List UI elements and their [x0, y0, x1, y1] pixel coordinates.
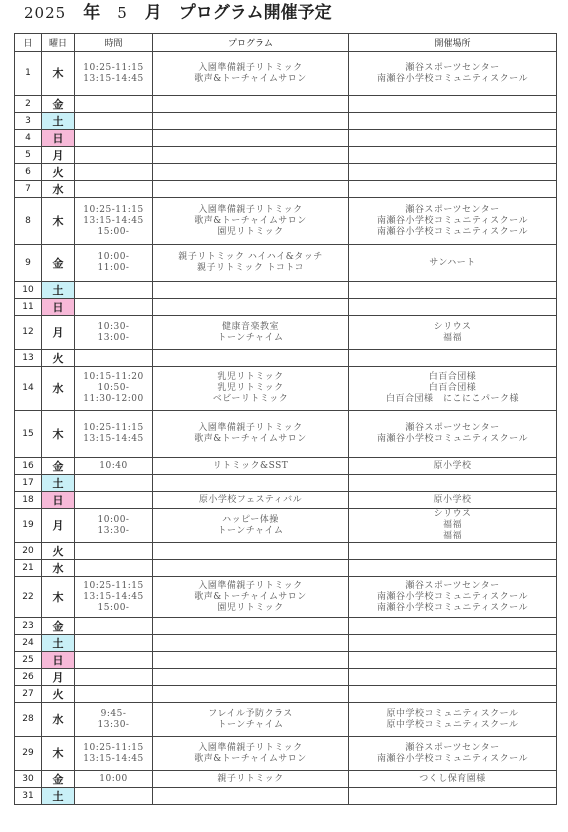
place-cell — [349, 147, 557, 164]
day-cell: 3 — [15, 113, 42, 130]
place-cell — [349, 316, 557, 350]
program-cell — [153, 52, 349, 96]
program-cell — [153, 198, 349, 245]
day-cell: 6 — [15, 164, 42, 181]
place-line: 瀬谷スポーツセンター — [405, 423, 500, 433]
time-cell — [75, 703, 153, 737]
time-line: 13:30- — [97, 719, 130, 730]
weekday-cell: 木 — [42, 737, 75, 771]
weekday-cell: 土 — [42, 788, 75, 805]
program-cell — [153, 130, 349, 147]
program-cell — [153, 635, 349, 652]
day-cell: 30 — [15, 771, 42, 788]
table-row — [15, 181, 557, 198]
program-cell — [153, 411, 349, 458]
weekday-cell: 木 — [42, 52, 75, 96]
time-line: 10:25-11:15 — [83, 62, 144, 73]
time-line: 13:30- — [97, 525, 130, 536]
weekday-cell: 土 — [42, 475, 75, 492]
title-rest: 月 プログラム開催予定 — [144, 3, 332, 23]
program-line: 園児リトミック — [217, 226, 284, 237]
weekday-cell: 金 — [42, 771, 75, 788]
day-cell: 9 — [15, 245, 42, 282]
place-line: シリウス — [433, 321, 472, 332]
time-cell — [75, 475, 153, 492]
time-line: 10:50- — [97, 383, 130, 393]
day-cell: 4 — [15, 130, 42, 147]
place-cell — [349, 737, 557, 771]
time-cell — [75, 299, 153, 316]
program-line: 親子リトミック — [217, 773, 284, 784]
program-line: 乳児リトミック — [217, 372, 284, 382]
time-cell — [75, 181, 153, 198]
program-cell — [153, 771, 349, 788]
program-cell — [153, 618, 349, 635]
place-cell — [349, 198, 557, 245]
program-line: 歌声&トーチャイムサロン — [194, 591, 307, 602]
place-line: 南瀬谷小学校コミュニティスクール — [377, 215, 528, 226]
program-cell — [153, 350, 349, 367]
program-cell — [153, 245, 349, 282]
time-line: 10:40 — [99, 460, 128, 471]
place-line: 原中学校コミュニティスクール — [386, 719, 519, 730]
day-cell: 23 — [15, 618, 42, 635]
place-cell — [349, 492, 557, 509]
place-line: 白百合団様 — [428, 372, 477, 382]
program-cell — [153, 543, 349, 560]
weekday-cell: 水 — [42, 703, 75, 737]
program-cell — [153, 164, 349, 181]
place-line: 南瀬谷小学校コミュニティスクール — [377, 434, 528, 444]
time-cell — [75, 492, 153, 509]
time-line: 10:00- — [97, 252, 130, 262]
time-cell — [75, 618, 153, 635]
weekday-cell: 火 — [42, 686, 75, 703]
program-line: 健康音楽教室 — [221, 321, 279, 332]
table-row — [15, 245, 557, 282]
program-line: ベビーリトミック — [212, 394, 289, 404]
weekday-cell: 水 — [42, 181, 75, 198]
day-cell: 19 — [15, 509, 42, 543]
time-line: 13:15-14:45 — [83, 73, 144, 84]
table-row — [15, 771, 557, 788]
time-cell — [75, 350, 153, 367]
program-cell — [153, 113, 349, 130]
place-line: 原小学校 — [433, 494, 472, 505]
table-row — [15, 316, 557, 350]
title-month: 5 — [117, 4, 128, 22]
program-cell — [153, 458, 349, 475]
program-line: 原小学校フェスティバル — [198, 494, 303, 505]
program-line: 親子リトミック トコトコ — [197, 263, 304, 273]
program-cell — [153, 669, 349, 686]
place-cell — [349, 771, 557, 788]
day-cell: 8 — [15, 198, 42, 245]
program-cell — [153, 577, 349, 618]
time-line: 15:00- — [97, 226, 130, 237]
program-line: トーンチャイム — [217, 719, 284, 730]
weekday-cell: 木 — [42, 198, 75, 245]
time-cell — [75, 788, 153, 805]
day-cell: 15 — [15, 411, 42, 458]
place-cell — [349, 282, 557, 299]
place-cell — [349, 475, 557, 492]
place-line: 南瀬谷小学校コミュニティスクール — [377, 73, 528, 84]
time-cell — [75, 147, 153, 164]
weekday-cell: 月 — [42, 669, 75, 686]
time-line: 13:15-14:45 — [83, 753, 144, 764]
day-cell: 17 — [15, 475, 42, 492]
place-cell — [349, 52, 557, 96]
program-line: ハッピー体操 — [222, 514, 279, 525]
place-cell — [349, 618, 557, 635]
table-row — [15, 492, 557, 509]
day-cell: 16 — [15, 458, 42, 475]
title-nen: 年 — [83, 3, 101, 23]
time-cell — [75, 316, 153, 350]
weekday-cell: 月 — [42, 147, 75, 164]
program-cell — [153, 492, 349, 509]
table-row — [15, 367, 557, 411]
table-row — [15, 458, 557, 475]
place-line: 福福 — [442, 332, 462, 343]
place-line: 瀬谷スポーツセンター — [405, 580, 500, 591]
weekday-cell: 火 — [42, 543, 75, 560]
day-cell: 2 — [15, 96, 42, 113]
place-line: サンハート — [429, 257, 476, 268]
place-line: 瀬谷スポーツセンター — [405, 62, 500, 73]
place-line: 福福 — [442, 531, 462, 541]
day-cell: 1 — [15, 52, 42, 96]
place-cell — [349, 411, 557, 458]
time-line: 10:15-11:20 — [83, 372, 144, 382]
place-line: 原中学校コミュニティスクール — [386, 708, 519, 719]
program-cell — [153, 282, 349, 299]
program-cell — [153, 147, 349, 164]
program-line: 歌声&トーチャイムサロン — [194, 753, 307, 764]
program-line: 入園準備親子リトミック — [198, 204, 303, 215]
time-line: 13:15-14:45 — [83, 434, 144, 444]
day-cell: 18 — [15, 492, 42, 509]
place-line: 白百合団様 にこにこパーク様 — [385, 394, 519, 404]
program-line: 入園準備親子リトミック — [198, 742, 303, 753]
table-row — [15, 703, 557, 737]
place-cell — [349, 635, 557, 652]
place-line: 原小学校 — [433, 460, 472, 471]
program-line: トーンチャイム — [217, 332, 284, 343]
table-row — [15, 788, 557, 805]
place-cell — [349, 367, 557, 411]
time-cell — [75, 635, 153, 652]
table-row — [15, 618, 557, 635]
place-line: シリウス — [433, 509, 472, 519]
program-line: 乳児リトミック — [217, 383, 284, 393]
place-cell — [349, 703, 557, 737]
day-cell: 27 — [15, 686, 42, 703]
place-cell — [349, 245, 557, 282]
time-cell — [75, 52, 153, 96]
place-cell — [349, 543, 557, 560]
table-row — [15, 737, 557, 771]
weekday-cell: 日 — [42, 492, 75, 509]
place-cell — [349, 113, 557, 130]
place-cell — [349, 560, 557, 577]
table-row — [15, 282, 557, 299]
weekday-cell: 水 — [42, 560, 75, 577]
table-row — [15, 350, 557, 367]
place-cell — [349, 96, 557, 113]
time-line: 10:00 — [99, 773, 128, 784]
place-line: 福福 — [442, 520, 462, 530]
day-cell: 24 — [15, 635, 42, 652]
header-place: 開催場所 — [349, 34, 557, 52]
time-cell — [75, 669, 153, 686]
program-line: 歌声&トーチャイムサロン — [194, 434, 307, 444]
table-row — [15, 475, 557, 492]
table-row — [15, 686, 557, 703]
place-cell — [349, 652, 557, 669]
program-line: 入園準備親子リトミック — [198, 580, 303, 591]
program-line: トーンチャイム — [217, 525, 284, 536]
table-row — [15, 147, 557, 164]
time-cell — [75, 458, 153, 475]
place-cell — [349, 509, 557, 543]
day-cell: 29 — [15, 737, 42, 771]
time-cell — [75, 411, 153, 458]
place-line: 南瀬谷小学校コミュニティスクール — [377, 591, 528, 602]
title-year: 2025 — [24, 4, 67, 22]
place-cell — [349, 577, 557, 618]
weekday-cell: 火 — [42, 164, 75, 181]
weekday-cell: 土 — [42, 282, 75, 299]
weekday-cell: 日 — [42, 130, 75, 147]
day-cell: 22 — [15, 577, 42, 618]
time-cell — [75, 686, 153, 703]
weekday-cell: 月 — [42, 509, 75, 543]
table-row — [15, 577, 557, 618]
table-row — [15, 652, 557, 669]
time-cell — [75, 164, 153, 181]
time-cell — [75, 560, 153, 577]
program-cell — [153, 560, 349, 577]
weekday-cell: 金 — [42, 618, 75, 635]
time-line: 10:00- — [97, 514, 130, 525]
schedule-table — [14, 33, 557, 805]
weekday-cell: 水 — [42, 367, 75, 411]
program-line: 入園準備親子リトミック — [198, 423, 303, 433]
header-program: プログラム — [153, 34, 349, 52]
weekday-cell: 土 — [42, 113, 75, 130]
time-line: 13:15-14:45 — [83, 215, 144, 226]
weekday-cell: 金 — [42, 245, 75, 282]
time-cell — [75, 130, 153, 147]
day-cell: 26 — [15, 669, 42, 686]
header-row — [15, 34, 557, 52]
day-cell: 13 — [15, 350, 42, 367]
time-cell — [75, 282, 153, 299]
day-cell: 28 — [15, 703, 42, 737]
schedule-body — [15, 52, 557, 805]
weekday-cell: 木 — [42, 411, 75, 458]
table-row — [15, 509, 557, 543]
place-cell — [349, 788, 557, 805]
program-cell — [153, 181, 349, 198]
place-line: 瀬谷スポーツセンター — [405, 204, 500, 215]
program-cell — [153, 509, 349, 543]
time-line: 10:30- — [97, 321, 130, 332]
time-cell — [75, 245, 153, 282]
time-cell — [75, 96, 153, 113]
time-line: 15:00- — [97, 602, 130, 613]
place-line: 白百合団様 — [428, 383, 477, 393]
time-cell — [75, 509, 153, 543]
weekday-cell: 火 — [42, 350, 75, 367]
weekday-cell: 木 — [42, 577, 75, 618]
table-row — [15, 635, 557, 652]
program-cell — [153, 788, 349, 805]
time-cell — [75, 113, 153, 130]
weekday-cell: 金 — [42, 96, 75, 113]
day-cell: 7 — [15, 181, 42, 198]
program-cell — [153, 299, 349, 316]
place-line: つくし保育園様 — [419, 773, 486, 784]
time-cell — [75, 198, 153, 245]
program-line: フレイル予防クラス — [208, 708, 293, 719]
header-time: 時間 — [75, 34, 153, 52]
time-line: 9:45- — [100, 708, 127, 719]
program-line: 入園準備親子リトミック — [198, 62, 303, 73]
weekday-cell: 日 — [42, 299, 75, 316]
time-cell — [75, 367, 153, 411]
table-row — [15, 411, 557, 458]
place-cell — [349, 458, 557, 475]
program-cell — [153, 703, 349, 737]
table-row — [15, 560, 557, 577]
day-cell: 25 — [15, 652, 42, 669]
place-line: 瀬谷スポーツセンター — [405, 742, 500, 753]
time-line: 10:25-11:15 — [83, 742, 144, 753]
day-cell: 31 — [15, 788, 42, 805]
time-line: 10:25-11:15 — [83, 204, 144, 215]
table-row — [15, 198, 557, 245]
program-cell — [153, 316, 349, 350]
day-cell: 12 — [15, 316, 42, 350]
day-cell: 14 — [15, 367, 42, 411]
table-row — [15, 164, 557, 181]
program-line: 歌声&トーチャイムサロン — [194, 73, 307, 84]
program-cell — [153, 367, 349, 411]
page-title — [24, 0, 332, 30]
weekday-cell: 月 — [42, 316, 75, 350]
time-cell — [75, 543, 153, 560]
place-cell — [349, 669, 557, 686]
day-cell: 11 — [15, 299, 42, 316]
place-cell — [349, 181, 557, 198]
weekday-cell: 日 — [42, 652, 75, 669]
program-line: 園児リトミック — [217, 602, 284, 613]
place-cell — [349, 686, 557, 703]
time-cell — [75, 652, 153, 669]
time-line: 11:30-12:00 — [83, 394, 144, 404]
time-line: 10:25-11:15 — [83, 580, 144, 591]
place-cell — [349, 350, 557, 367]
time-cell — [75, 771, 153, 788]
day-cell: 10 — [15, 282, 42, 299]
program-cell — [153, 475, 349, 492]
day-cell: 20 — [15, 543, 42, 560]
time-line: 11:00- — [97, 263, 130, 273]
program-cell — [153, 737, 349, 771]
program-line: 親子リトミック ハイハイ&タッチ — [178, 252, 323, 262]
program-line: リトミック&SST — [212, 460, 289, 471]
table-row — [15, 669, 557, 686]
place-line: 南瀬谷小学校コミュニティスクール — [377, 753, 528, 764]
place-line: 南瀬谷小学校コミュニティスクール — [377, 226, 528, 237]
table-row — [15, 52, 557, 96]
time-line: 10:25-11:15 — [83, 423, 144, 433]
day-cell: 21 — [15, 560, 42, 577]
header-weekday: 曜日 — [42, 34, 75, 52]
table-row — [15, 543, 557, 560]
place-cell — [349, 130, 557, 147]
table-row — [15, 299, 557, 316]
time-line: 13:15-14:45 — [83, 591, 144, 602]
program-line: 歌声&トーチャイムサロン — [194, 215, 307, 226]
header-day: 日 — [15, 34, 42, 52]
day-cell: 5 — [15, 147, 42, 164]
table-row — [15, 130, 557, 147]
place-cell — [349, 299, 557, 316]
time-cell — [75, 577, 153, 618]
program-cell — [153, 96, 349, 113]
weekday-cell: 金 — [42, 458, 75, 475]
place-cell — [349, 164, 557, 181]
table-row — [15, 113, 557, 130]
program-cell — [153, 652, 349, 669]
place-line: 南瀬谷小学校コミュニティスクール — [377, 602, 528, 613]
table-row — [15, 96, 557, 113]
time-cell — [75, 737, 153, 771]
program-cell — [153, 686, 349, 703]
time-line: 13:00- — [97, 332, 130, 343]
weekday-cell: 土 — [42, 635, 75, 652]
